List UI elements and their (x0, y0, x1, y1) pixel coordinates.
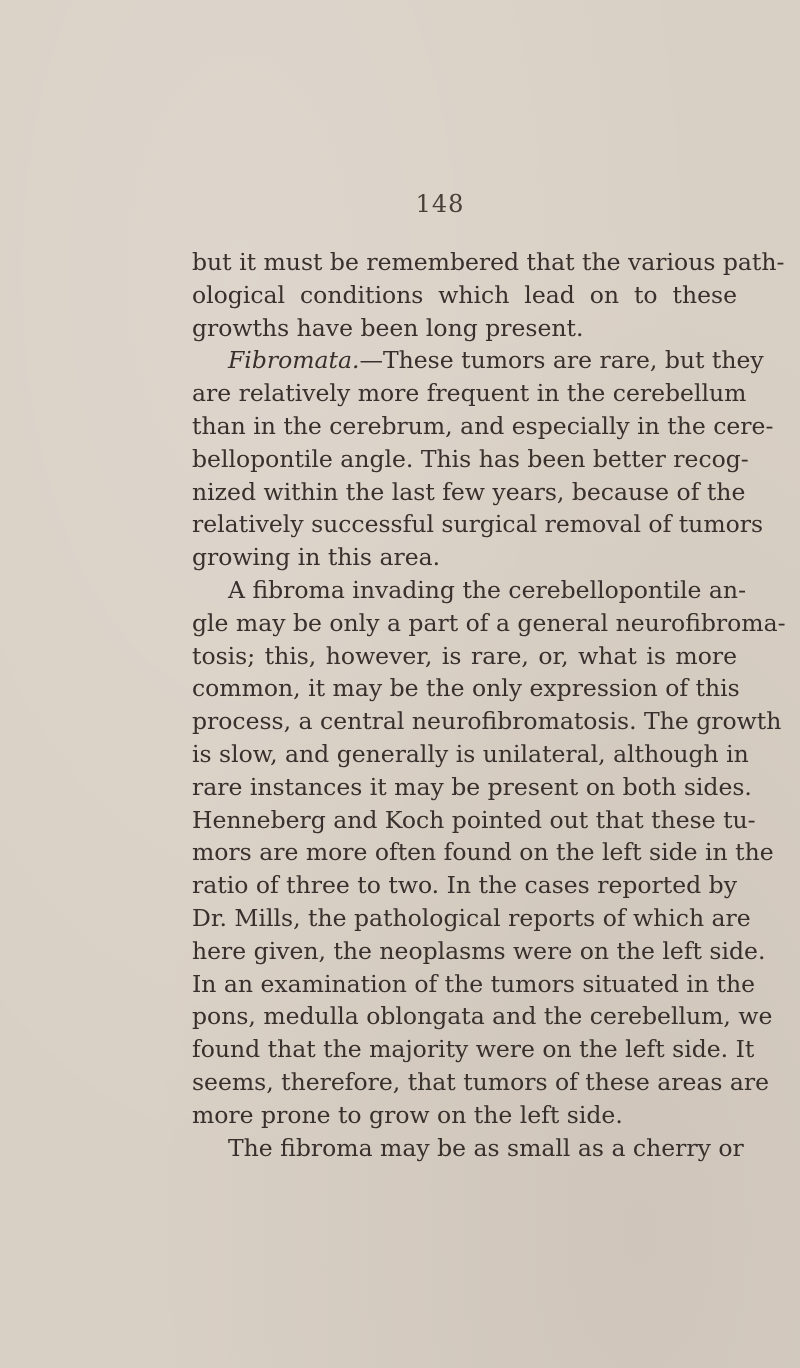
text-line-fibromata-heading (192, 344, 764, 377)
text-line: bellopontile angle. This has been better recog- (192, 444, 749, 473)
text-line: tosis; this, however, is rare, or, what is more (192, 641, 737, 670)
text-line: relatively successful surgical removal of tumors (192, 510, 764, 539)
section-heading-fibromata: Fibromata. (228, 346, 360, 375)
text-line: common, it may be the only expression of this (192, 674, 740, 703)
text-line: here given, the neoplasms were on the left side. (192, 936, 766, 965)
text-line: is slow, and generally is unilateral, although in (192, 739, 749, 768)
page-number: 148 (415, 190, 465, 218)
text-line: process, a central neurofibromatosis. The growth (192, 707, 782, 736)
text-line: Henneberg and Koch pointed out that these tu- (192, 805, 756, 834)
text-line: A fibroma invading the cerebellopontile an- (228, 575, 747, 604)
text-line: gle may be only a part of a general neurofibroma- (192, 608, 786, 637)
text-line: Dr. Mills, the pathological reports of which are (192, 903, 751, 932)
text-line: ological conditions which lead on to these (192, 280, 737, 309)
text-line: seems, therefore, that tumors of these areas are (192, 1067, 770, 1096)
text-line: The fibroma may be as small as a cherry or (228, 1133, 744, 1162)
text-line: In an examination of the tumors situated in the (192, 969, 756, 998)
text-line: pons, medulla oblongata and the cerebellum, we (192, 1002, 773, 1031)
text-line: ratio of three to two. In the cases reported by (192, 871, 737, 900)
text-line: growing in this area. (192, 543, 441, 572)
text-line-continuation: —These tumors are rare, but they (359, 346, 764, 375)
text-line: found that the majority were on the left side. It (192, 1035, 755, 1064)
text-line: but it must be remembered that the various path- (192, 248, 785, 276)
text-line: rare instances it may be present on both sides. (192, 772, 752, 801)
text-line: nized within the last few years, because of the (192, 477, 746, 506)
text-line: more prone to grow on the left side. (192, 1100, 623, 1129)
text-line: are relatively more frequent in the cerebellum (192, 379, 747, 408)
text-line: than in the cerebrum, and especially in the cere- (192, 411, 774, 440)
body-text (192, 246, 786, 1164)
text-line: mors are more often found on the left side in the (192, 838, 774, 867)
text-line: growths have been long present. (192, 313, 584, 342)
